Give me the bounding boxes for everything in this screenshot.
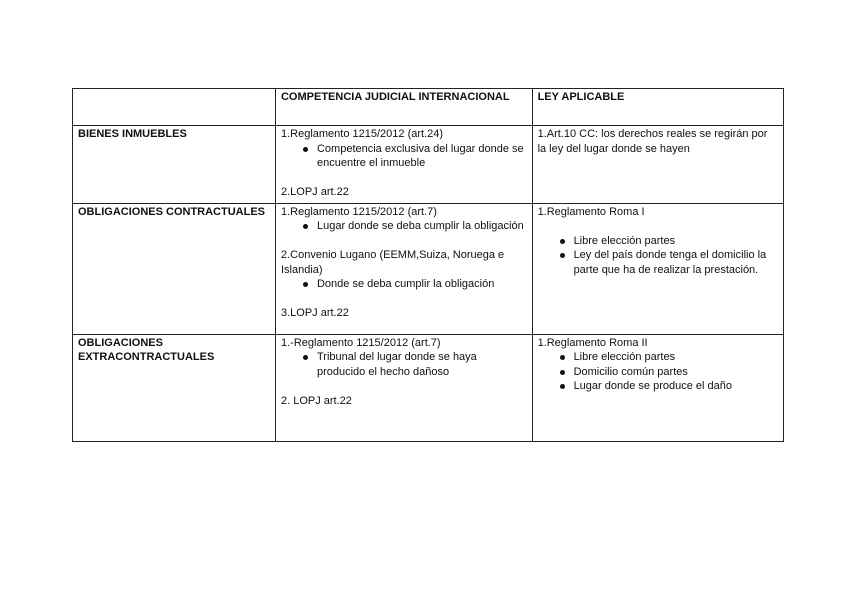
bullet-item: Libre elección partes <box>538 234 778 249</box>
cell-ley-contractuales <box>532 203 783 334</box>
cell-item: 2.LOPJ art.22 <box>280 186 349 198</box>
spacer <box>538 219 778 234</box>
cell-item: 1.Reglamento Roma II <box>537 336 648 349</box>
table-row <box>73 334 784 441</box>
bullet-item: Ley del país donde tenga el domicilio la parte que ha de realizar la prestación. <box>538 248 778 277</box>
bullet-item: Domicilio común partes <box>538 365 778 380</box>
bullet-list <box>281 277 527 292</box>
bullet-list <box>538 350 778 394</box>
bullet-item: Lugar donde se produce el daño <box>538 379 778 394</box>
header-ley-aplicable: LEY APLICABLE <box>532 89 783 126</box>
spacer <box>281 292 527 307</box>
bullet-list <box>281 219 527 234</box>
table-row <box>73 126 784 204</box>
cell-competencia-contractuales <box>275 203 532 334</box>
bullet-list <box>281 350 527 379</box>
row-label-obligaciones-extracontractuales: OBLIGACIONES EXTRACONTRACTUALES <box>73 334 276 441</box>
cell-item: 1.Art.10 CC: los derechos reales se regirán por la ley del lugar donde se hayen <box>537 128 768 155</box>
row-label-obligaciones-contractuales: OBLIGACIONES CONTRACTUALES <box>73 203 276 334</box>
bullet-item: Lugar donde se deba cumplir la obligación <box>281 219 527 234</box>
bullet-item: Tribunal del lugar donde se haya producido el hecho dañoso <box>281 350 527 379</box>
cell-competencia-bienes <box>275 126 532 204</box>
bullet-item: Competencia exclusiva del lugar donde se encuentre el inmueble <box>281 142 527 171</box>
comparison-table <box>72 88 784 442</box>
cell-item: 1.Reglamento 1215/2012 (art.7) <box>280 205 437 218</box>
row-label-bienes-inmuebles: BIENES INMUEBLES <box>73 126 276 204</box>
cell-item: 2.Convenio Lugano (EEMM,Suiza, Noruega e Islandia) <box>280 249 505 276</box>
cell-ley-bienes <box>532 126 783 204</box>
bullet-item: Libre elección partes <box>538 350 778 365</box>
cell-item: 1.Reglamento 1215/2012 (art.24) <box>280 128 444 140</box>
cell-ley-extracontractuales <box>532 334 783 441</box>
cell-item: 1.-Reglamento 1215/2012 (art.7) <box>280 336 441 349</box>
spacer <box>281 234 527 249</box>
spacer <box>281 171 527 186</box>
cell-item: 2. LOPJ art.22 <box>280 394 352 407</box>
bullet-list <box>281 142 527 171</box>
table-header-row <box>73 89 784 126</box>
table-row <box>73 203 784 334</box>
header-cell-empty <box>73 89 276 126</box>
bullet-item: Donde se deba cumplir la obligación <box>281 277 527 292</box>
cell-item: 1.Reglamento Roma I <box>537 205 645 218</box>
cell-item: 3.LOPJ art.22 <box>280 307 349 319</box>
cell-competencia-extracontractuales <box>275 334 532 441</box>
spacer <box>281 379 527 394</box>
bullet-list <box>538 234 778 278</box>
header-competencia: COMPETENCIA JUDICIAL INTERNACIONAL <box>275 89 532 126</box>
